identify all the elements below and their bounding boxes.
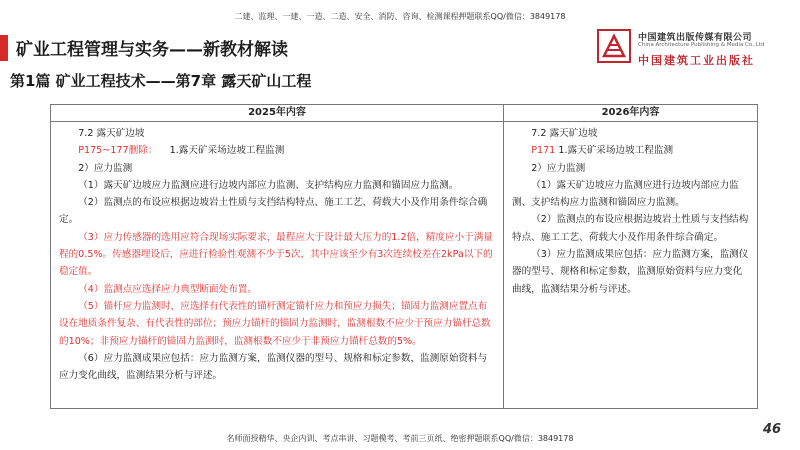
paragraph: （3）应力监测成果应包括：应力监测方案，监测仪器的型号、规格和标定参数，监测原始资料与应力变化曲线，监测结果分析与评述。 [512, 249, 749, 295]
subsection-heading: 1.露天矿采场边坡工程监测 [558, 145, 674, 157]
paragraph: （2）监测点的布设应根据边坡岩土性质与支挡结构特点、施工工艺、荷载大小及作用条件综合确定。 [512, 214, 749, 243]
comparison-table [50, 104, 758, 409]
paragraph: （6）应力监测成果应包括：应力监测方案，监测仪器的型号、规格和标定参数，监测原始资料与应力变化曲线，监测结果分析与评述。 [59, 352, 488, 382]
paragraph: （2）监测点的布设应根据边坡岩土性质与支挡结构特点、施工工艺、荷载大小及作用条件综合确定。 [59, 197, 488, 226]
publisher-name-cn: 中国建筑出版传媒有限公司 [638, 33, 753, 43]
column-2026 [504, 105, 757, 408]
item-heading: 2）应力监测 [78, 162, 133, 174]
bottom-contact-banner: 名师面授精华、央企内训、考点串讲、习题模考、考前三页纸、绝密押题联系QQ/微信：3849178 [226, 434, 574, 443]
page-reference-line [59, 142, 495, 159]
paragraph: （1）露天矿边坡应力监测应进行边坡内部应力监测、支护结构应力监测和锚固应力监测。 [512, 179, 739, 209]
column-header-2025: 2025年内容 [51, 105, 503, 122]
deleted-paragraph: （4）监测点应选择应力典型断面处布置。 [78, 283, 257, 295]
publisher-name-en: China Architecture Publishing & Media Co.,Ltd [638, 42, 765, 48]
section-heading: 7.2 露天矿边坡 [78, 128, 145, 139]
chapter-title: 第1篇 矿业工程技术——第7章 露天矿山工程 [10, 72, 312, 90]
deleted-paragraph: （5）锚杆应力监测时，应选择有代表性的锚杆测定锚杆应力和预应力损失；锚固力监测应置点布设在地质条件复杂、有代表性的部位；预应力锚杆的锚固力监测时，监测根数不应少于预应力锚杆总数的10%；非预应力锚杆的锚固力监测时，监测根数不应少于非预应力锚杆总数的5%。 [59, 300, 491, 347]
column-2025-content [51, 122, 503, 387]
publisher-logo [596, 26, 786, 70]
page-number: 46 [763, 422, 782, 437]
column-2026-content [504, 122, 757, 301]
course-title: 矿业工程管理与实务——新教材解读 [16, 40, 288, 60]
title-accent-bar [0, 35, 8, 61]
item-heading: 2）应力监测 [531, 162, 586, 174]
paragraph: （1）露天矿边坡应力监测应进行边坡内部应力监测、支护结构应力监测和锚固应力监测。 [78, 179, 459, 191]
deleted-paragraph: （3）应力传感器的选用应符合现场实际要求，最程应大于设计最大压力的1.2倍，精度应小于满量程的0.5%。传感器埋设后，应进行检验性观测不少于5次，其中应该至少有3次连续校差在2kPa以下的稳定值。 [59, 231, 493, 278]
subsection-heading: 1.露天矿采场边坡工程监测 [169, 145, 285, 157]
publisher-press-name: 中国建筑工业出版社 [638, 54, 755, 67]
top-contact-banner: 二建、监理、一建、一造、二造、安全、消防、咨询、检测课程押题联系QQ/微信：3849178 [234, 12, 566, 21]
deleted-pages-label: P175~177删除： [78, 145, 158, 157]
page-reference-line [512, 142, 749, 159]
section-heading: 7.2 露天矿边坡 [531, 128, 598, 139]
page-number-label: P171 [531, 145, 556, 157]
column-header-2026: 2026年内容 [504, 105, 757, 122]
column-2025 [51, 105, 504, 408]
publisher-emblem-icon [596, 28, 632, 64]
